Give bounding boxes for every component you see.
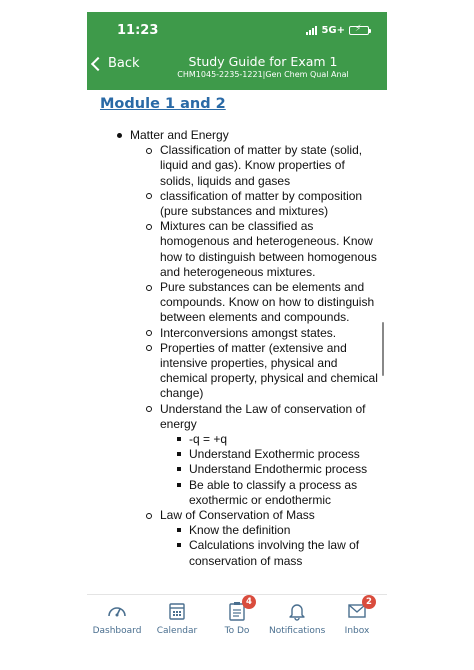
list-item: Mixtures can be classified as homogenous and heterogeneous. Know how to distinguish between homogenous and heterogeneous mixtures. <box>144 219 379 280</box>
sub-list-item: Understand Exothermic process <box>174 447 379 462</box>
topic-list <box>114 128 379 569</box>
battery-charging-icon: ⚡ <box>349 26 369 35</box>
chevron-left-icon <box>91 56 105 70</box>
network-label: 5G+ <box>321 25 345 36</box>
module-link[interactable]: Module 1 and 2 <box>100 96 226 112</box>
list-item: Interconversions amongst states. <box>144 326 379 341</box>
inbox-badge: 2 <box>362 595 376 609</box>
mass-sublist <box>160 523 379 569</box>
status-icons <box>306 25 369 36</box>
back-label: Back <box>108 56 140 71</box>
study-guide-content[interactable] <box>87 90 387 605</box>
tab-label: Notifications <box>269 626 326 636</box>
sub-list-item: Know the definition <box>174 523 379 538</box>
app-header <box>87 12 387 90</box>
app-screen <box>87 12 387 662</box>
tab-inbox[interactable] <box>329 597 385 636</box>
sub-list-item: -q = +q <box>174 432 379 447</box>
list-item: Classification of matter by state (solid, liquid and gas). Know properties of solids, liquids and gases <box>144 143 379 189</box>
page-title: Study Guide for Exam 1 <box>188 54 338 69</box>
status-time: 11:23 <box>117 23 159 38</box>
list-item-text: Law of Conservation of Mass <box>160 508 315 523</box>
list-item-topic <box>114 128 379 569</box>
subtopic-list <box>130 143 379 569</box>
energy-sublist <box>160 432 379 508</box>
header-title-block <box>143 54 383 80</box>
sub-list-item: Calculations involving the law of conservation of mass <box>174 538 379 568</box>
tab-todo[interactable] <box>209 597 265 636</box>
envelope-icon <box>346 597 372 621</box>
list-item-mass <box>144 508 379 569</box>
list-item: Properties of matter (extensive and intensive properties, physical and chemical property, physical and chemical change) <box>144 341 379 402</box>
bottom-tab-bar <box>87 594 387 662</box>
tab-dashboard[interactable] <box>89 601 145 636</box>
list-item-energy <box>144 402 379 508</box>
scrollbar[interactable] <box>382 322 384 376</box>
tab-notifications[interactable] <box>269 601 325 636</box>
tab-label: Inbox <box>344 626 370 636</box>
tab-calendar[interactable] <box>149 601 205 636</box>
calendar-icon <box>166 601 188 621</box>
dashboard-gauge-icon <box>106 601 128 621</box>
todo-clipboard-icon <box>226 597 252 621</box>
todo-badge: 4 <box>242 595 256 609</box>
topic-label: Matter and Energy <box>130 128 229 142</box>
list-item-text: Understand the Law of conservation of energy <box>160 401 366 431</box>
bell-icon <box>286 601 308 621</box>
tab-label: To Do <box>224 626 250 636</box>
list-item: Pure substances can be elements and compounds. Know on how to distinguish between elements and compounds. <box>144 280 379 326</box>
signal-bars-icon <box>306 26 317 35</box>
course-subtitle: CHM1045-2235-1221|Gen Chem Qual Anal <box>177 70 349 79</box>
sub-list-item: Be able to classify a process as exothermic or endothermic <box>174 478 379 508</box>
list-item: classification of matter by composition (pure substances and mixtures) <box>144 189 379 219</box>
sub-list-item: Understand Endothermic process <box>174 462 379 477</box>
tab-label: Calendar <box>156 626 198 636</box>
back-button[interactable] <box>93 56 140 71</box>
tab-label: Dashboard <box>92 626 142 636</box>
